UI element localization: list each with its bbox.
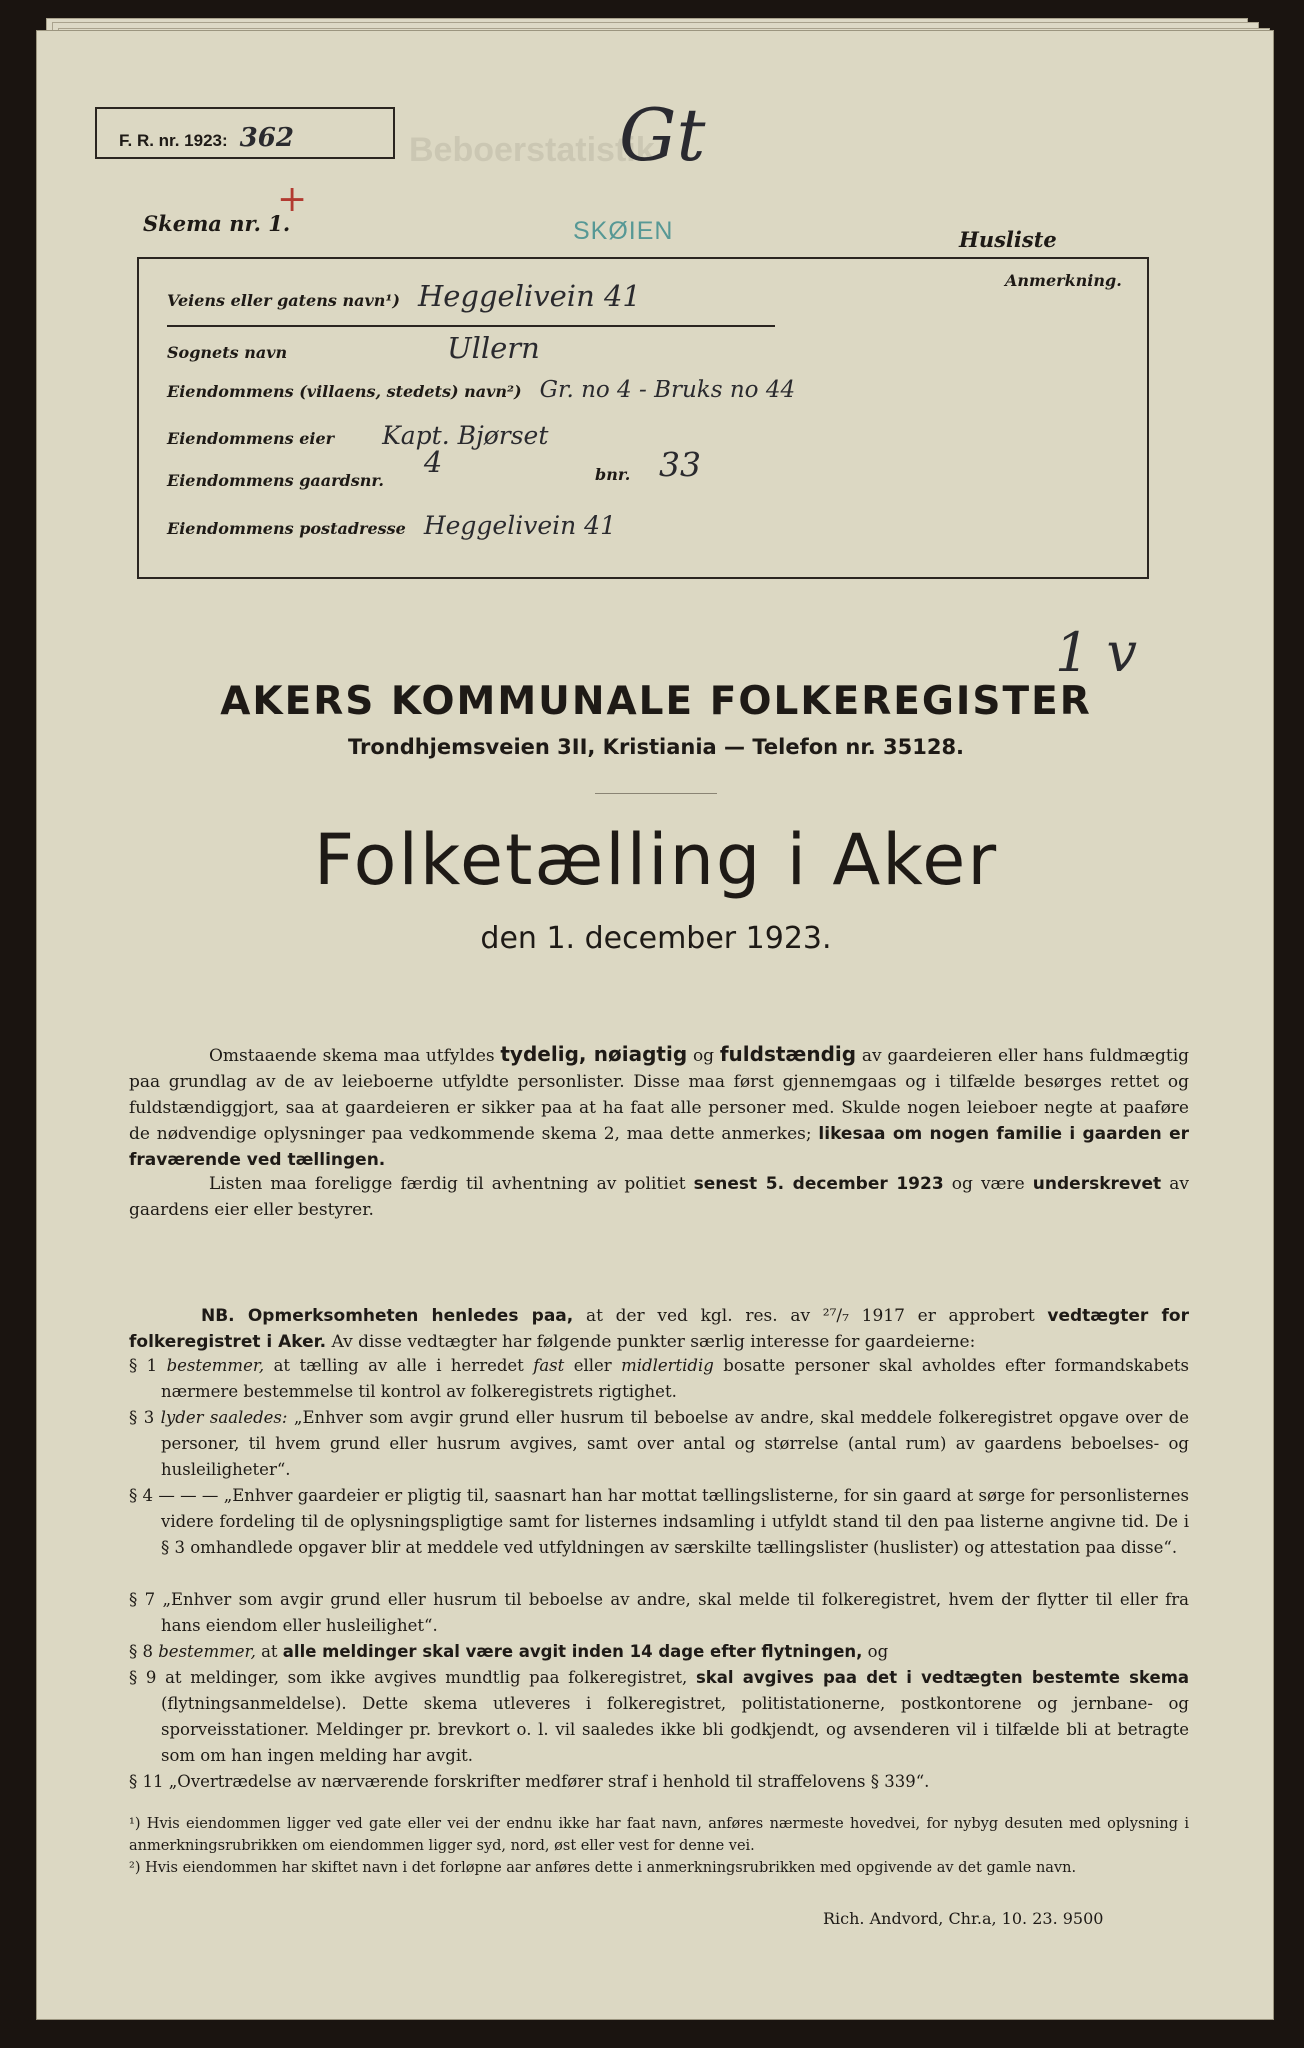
section-8-bold: alle meldinger skal være avgit inden 14 dage efter flytningen,	[282, 1642, 863, 1661]
printer-imprint: Rich. Andvord, Chr.a, 10. 23. 9500	[823, 1909, 1104, 1928]
section-1-text-3: bosatte personer skal avholdes efter formandskabets nærmere bestemmelse til kontrol av folkeregistrets rigtighet.	[161, 1356, 1189, 1401]
document-date: den 1. december 1923.	[480, 921, 832, 956]
nb-text-2: Av disse vedtægter har følgende punkter særlig interesse for gaardeierne:	[331, 1332, 976, 1352]
section-11	[129, 1769, 1189, 1795]
section-3-italic: lyder saaledes:	[160, 1408, 288, 1427]
section-8	[129, 1639, 1189, 1665]
intro-bold-1: tydelig, nøiagtig	[500, 1042, 688, 1066]
section-11-number: § 11	[129, 1772, 164, 1791]
street-value: Heggelivein 41	[417, 279, 641, 313]
owner-label: Eiendommens eier	[167, 429, 335, 448]
street-underline	[167, 325, 775, 327]
section-8-italic: bestemmer,	[158, 1642, 256, 1661]
section-1-italic-3: midlertidig	[621, 1356, 714, 1375]
bnr-label: bnr.	[595, 465, 631, 484]
section-7-text: „Enhver som avgir grund eller husrum til beboelse av andre, skal melde til folkeregistret, hvem der flytter til eller fra hans eiendom eller husleilighet“.	[161, 1590, 1189, 1635]
deadline-bold-1: senest 5. december 1923	[693, 1174, 944, 1194]
faded-background-title: Beboerstatistik	[409, 131, 655, 169]
section-9-text-2: (flytningsanmeldelse). Dette skema utleveres i folkeregistret, politistationerne, postkontorene og jernbane- og sporveisstationer. Meldinger pr. brevkort o. l. vil saaledes ikke bli godkjendt, og avsenderen vil i tilfælde bli at betragte som om han ingen melding har avgit.	[161, 1694, 1189, 1765]
fr-label: F. R. nr. 1923:	[119, 131, 228, 150]
section-9-number: § 9	[129, 1668, 157, 1687]
section-3-number: § 3	[129, 1408, 155, 1427]
deadline-text-1: Listen maa foreligge færdig til avhentning av politiet	[209, 1174, 686, 1194]
section-1-italic-2: fast	[533, 1356, 565, 1375]
section-3-text: „Enhver som avgir grund eller husrum til beboelse av andre, skal meddele folkeregistret opgave over de personer, til hvem grund eller husrum avgives, samt over antal og størrelse (antal rum) av gaardens beboelses- og husleiligheter“.	[161, 1408, 1189, 1479]
deadline-bold-2: underskrevet	[1032, 1174, 1162, 1194]
organization-name: AKERS KOMMUNALE FOLKEREGISTER	[220, 679, 1092, 724]
street-label: Veiens eller gatens navn¹)	[167, 291, 400, 310]
section-3	[129, 1405, 1189, 1483]
parish-row	[167, 331, 540, 365]
postal-row	[167, 511, 616, 540]
section-8-text: at	[261, 1642, 278, 1661]
parish-value: Ullern	[447, 331, 540, 365]
organization-address: Trondhjemsveien 3II, Kristiania — Telefon nr. 35128.	[347, 735, 965, 759]
intro-text-3: av gaardeieren eller hans fuldmægtig paa grundlag av de av leieboerne utfyldte personlister. Disse maa først gjennemgaas og i tilfælde besørges rettet og fuldstændiggjort, saa at gaardeieren er sikker paa at ha faat alle personer med. Skulde nogen leieboer negte at paaføre de nødvendige oplysninger paa vedkommende skema 2, maa dette anmerkes;	[129, 1046, 1190, 1144]
section-1-number: § 1	[129, 1356, 158, 1375]
bnr-value: 33	[659, 445, 701, 484]
parish-label: Sognets navn	[167, 343, 288, 362]
gaardsnr-value: 4	[423, 445, 443, 479]
section-9-bold: skal avgives paa det i vedtægten bestemte skema	[695, 1668, 1190, 1687]
handwritten-tick-mark: 1 v	[1055, 621, 1138, 684]
section-11-text: „Overtrædelse av nærværende forskrifter medfører straf i henhold til straffelovens § 339“.	[168, 1772, 930, 1791]
red-cross-mark: +	[277, 179, 308, 220]
section-1-italic: bestemmer,	[166, 1356, 265, 1375]
intro-text-1: Omstaaende skema maa utfyldes	[209, 1046, 495, 1066]
skema-label: Skema nr. 1.	[143, 211, 291, 236]
section-4	[129, 1483, 1189, 1561]
district-stamp: SKØIEN	[573, 217, 674, 245]
deadline-text-3: av gaardens eier eller bestyrer.	[129, 1174, 1189, 1220]
nb-bold-1: NB. Opmerksomheten henledes paa,	[201, 1306, 574, 1326]
intro-bold-3: likesaa om nogen familie i gaarden er fraværende ved tællingen.	[129, 1124, 1190, 1170]
section-8-number: § 8	[129, 1642, 153, 1661]
street-row	[167, 279, 641, 313]
intro-paragraph	[129, 1041, 1189, 1173]
estate-value: Gr. no 4 - Bruks no 44	[539, 377, 796, 403]
postal-value: Heggelivein 41	[423, 511, 616, 540]
section-1-text-1: at tælling av alle i herredet	[273, 1356, 524, 1375]
section-7-number: § 7	[129, 1590, 156, 1609]
fr-number-box	[95, 107, 395, 159]
estate-row	[167, 377, 795, 403]
anmerkning-label: Anmerkning.	[1005, 271, 1122, 290]
section-7	[129, 1587, 1189, 1639]
fr-number: 362	[239, 123, 294, 153]
handwritten-mark: Gt	[619, 93, 706, 177]
deadline-paragraph	[129, 1171, 1189, 1223]
property-info-box	[137, 257, 1149, 579]
section-4-number: § 4	[129, 1486, 154, 1505]
footnote-1: ¹) Hvis eiendommen ligger ved gate eller vei der endnu ikke har faat navn, anføres nærmeste hovedvei, for nybyg desuten med oplysning i anmerkningsrubrikken om eiendommen ligger syd, nord, øst eller vest for denne vei.	[129, 1816, 1189, 1854]
section-1-text-2: eller	[573, 1356, 612, 1375]
footnote-2: ²) Hvis eiendommen har skiftet navn i det forløpne aar anføres dette i anmerkningsrubrikken med opgivende av det gamle navn.	[129, 1860, 1077, 1876]
section-1	[129, 1353, 1189, 1405]
intro-text-2: og	[692, 1046, 715, 1066]
census-form-page	[36, 30, 1274, 2020]
owner-value: Kapt. Bjørset	[382, 421, 549, 450]
postal-label: Eiendommens postadresse	[167, 519, 406, 538]
section-9-text-1: at meldinger, som ikke avgives mundtlig paa folkeregistret,	[165, 1668, 688, 1687]
title-divider	[595, 793, 717, 794]
section-4-text: — — — „Enhver gaardeier er pligtig til, saasnart han har mottat tællingslisterne, for sin gaard at sørge for personlisternes videre fordeling til de oplysningspligtige samt for listernes indsamling i utfyldt stand til den paa listerne angivne tid. De i § 3 omhandlede opgaver blir at meddele ved utfyldningen av særskilte tællingslister (huslister) og attestation paa disse“.	[158, 1486, 1190, 1557]
nb-paragraph	[129, 1303, 1189, 1355]
intro-bold-2: fuldstændig	[719, 1042, 857, 1066]
gaardsnr-row	[167, 445, 443, 493]
husliste-label: Husliste	[959, 227, 1057, 252]
deadline-text-2: og være	[951, 1174, 1025, 1194]
nb-bold-2: vedtægter for folkeregistret i Aker.	[129, 1306, 1189, 1352]
nb-text-1: at der ved kgl. res. av ²⁷/₇ 1917 er approbert	[585, 1306, 1035, 1326]
estate-label: Eiendommens (villaens, stedets) navn²)	[167, 382, 522, 401]
section-9	[129, 1665, 1189, 1769]
gaardsnr-label: Eiendommens gaardsnr.	[167, 471, 384, 490]
section-8-text-2: og	[867, 1642, 889, 1661]
owner-row	[167, 421, 548, 450]
document-title: Folketælling i Aker	[313, 819, 999, 901]
